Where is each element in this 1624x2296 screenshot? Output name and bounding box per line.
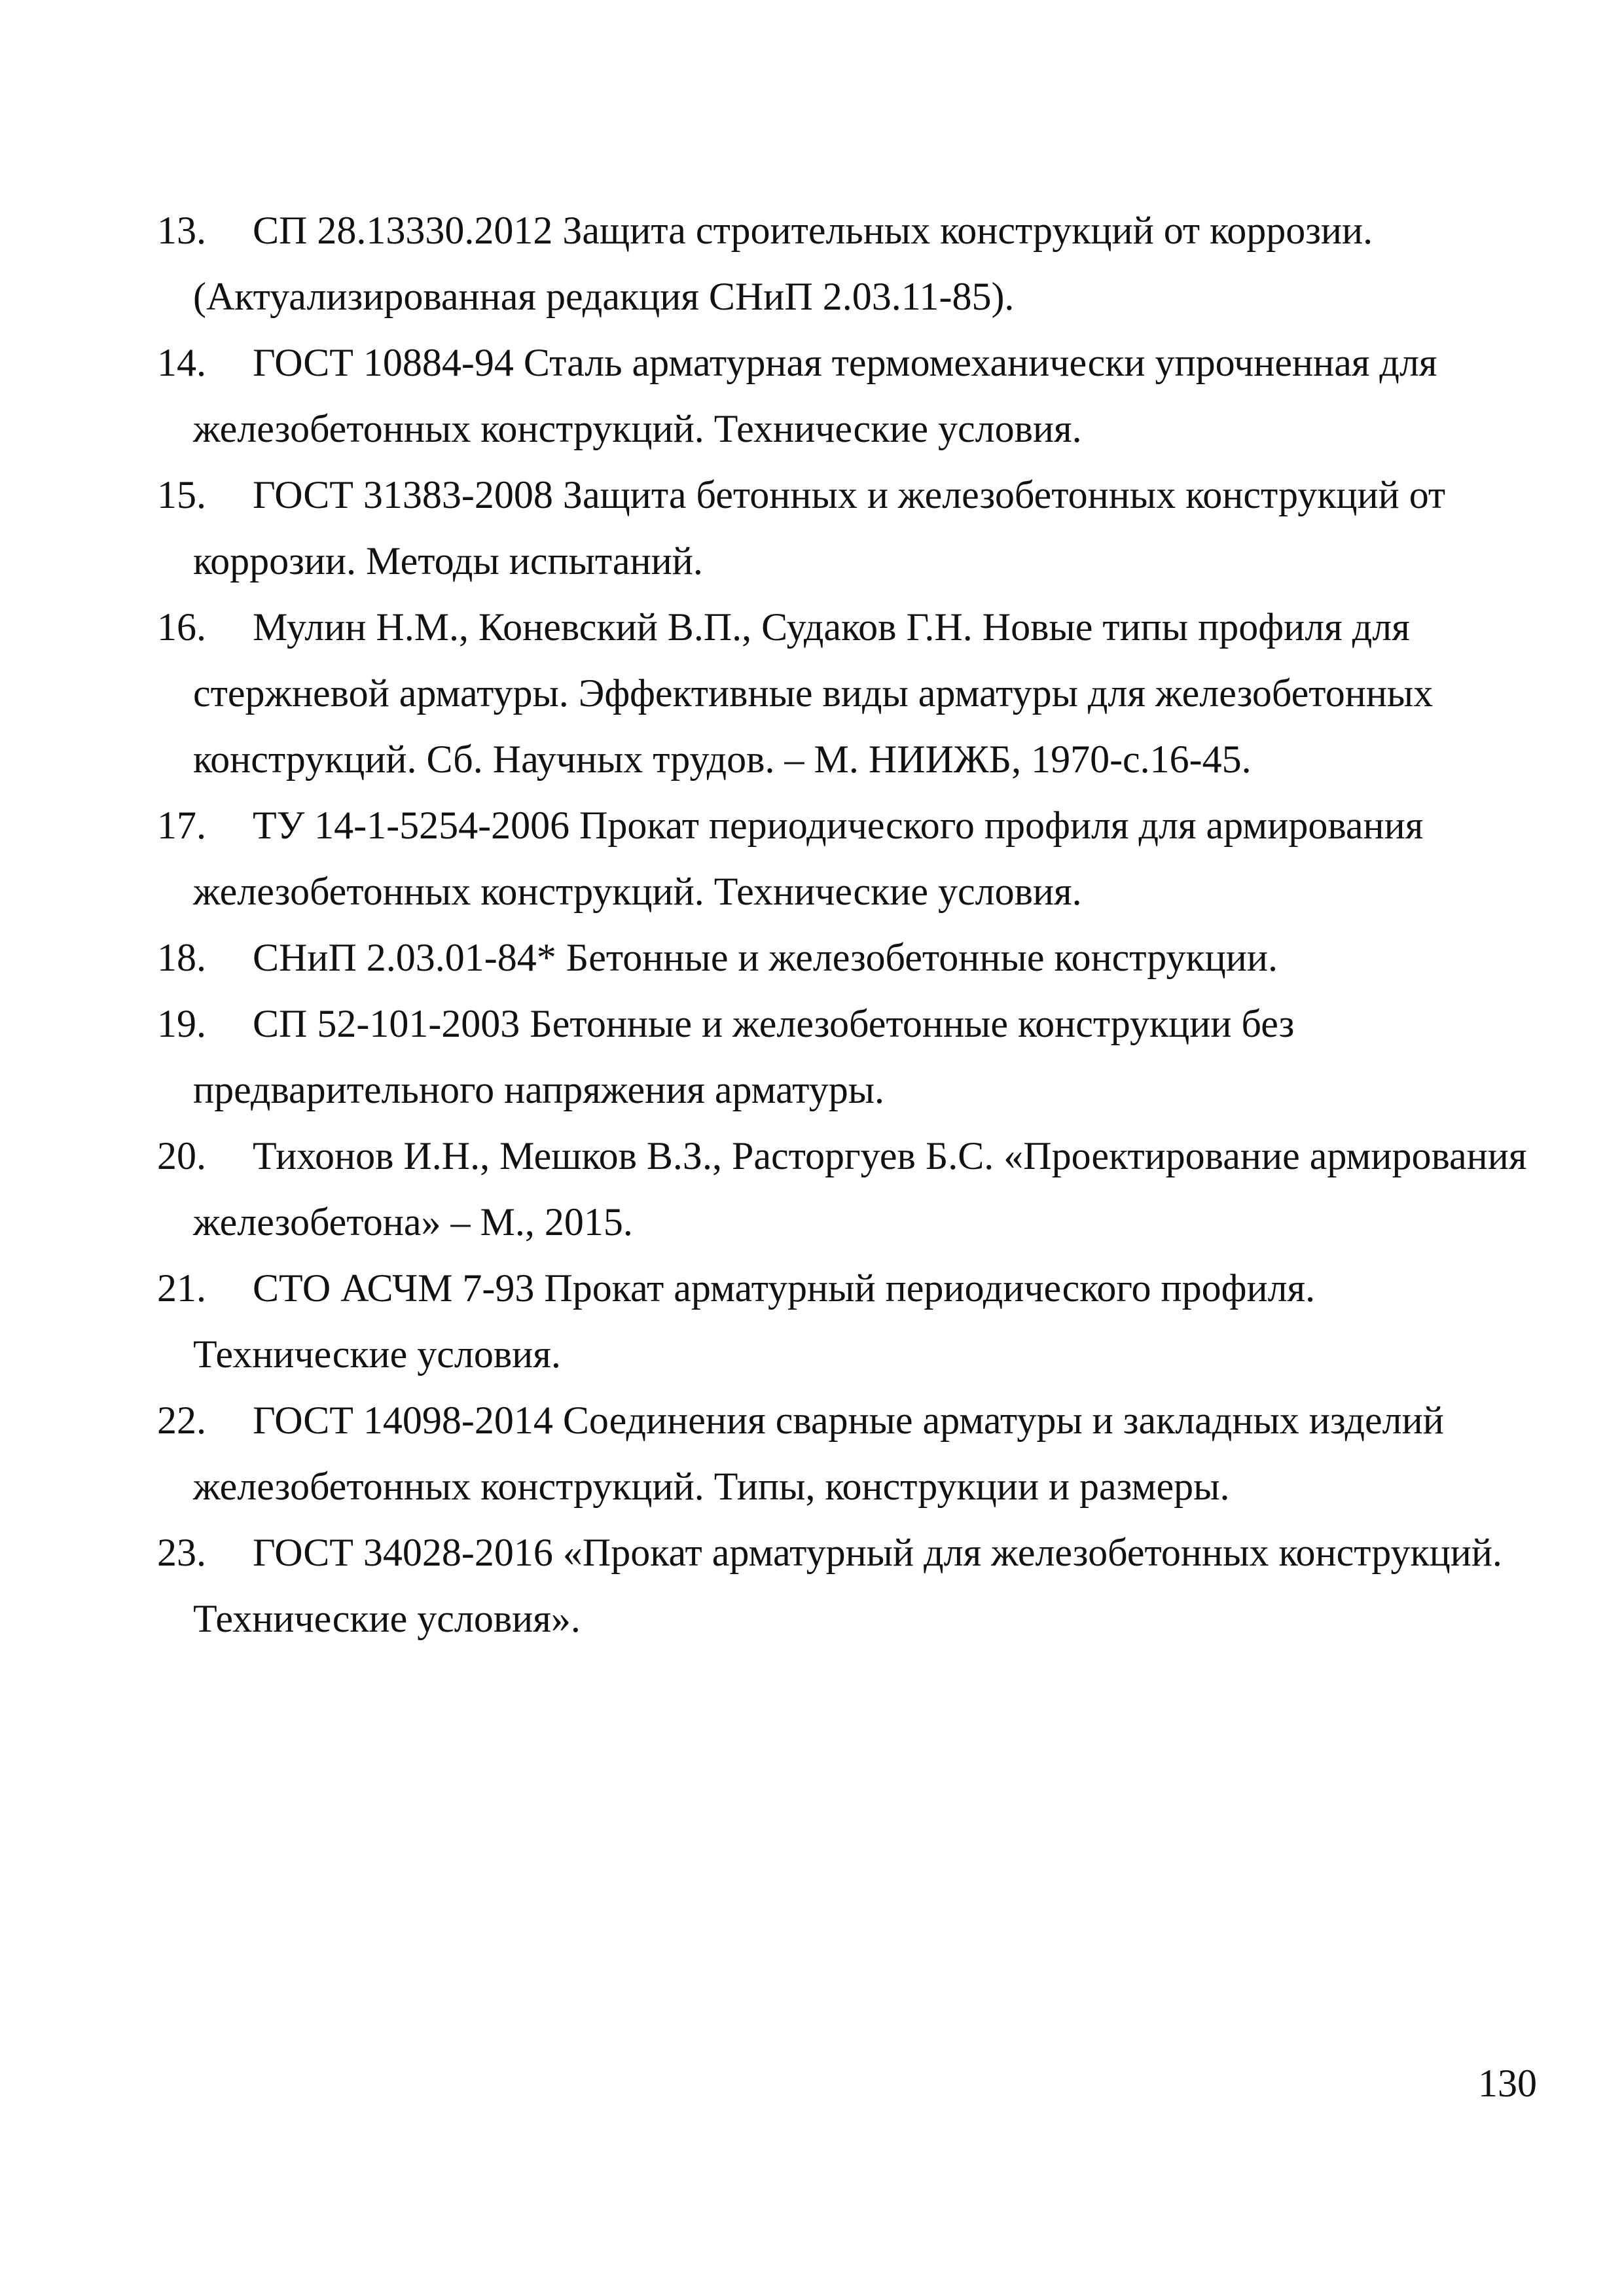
reference-item: [157, 793, 1538, 925]
reference-number: 16.: [157, 605, 206, 649]
reference-item: [157, 1388, 1538, 1520]
reference-text: СП 28.13330.2012 Защита строительных конструкций от коррозии. (Актуализированная редакция СНиП 2.03.11-85).: [193, 209, 1373, 318]
reference-item: [157, 991, 1538, 1123]
reference-number: 15.: [157, 473, 206, 516]
reference-number: 18.: [157, 936, 206, 979]
reference-number: 22.: [157, 1399, 206, 1442]
reference-item: [157, 462, 1538, 594]
reference-number: 20.: [157, 1134, 206, 1177]
reference-number: 23.: [157, 1531, 206, 1574]
reference-item: [157, 1255, 1538, 1388]
reference-text: ТУ 14-1-5254-2006 Прокат периодического профиля для армирования железобетонных конструкций. Технические условия.: [193, 804, 1424, 913]
reference-text: Мулин Н.М., Коневский В.П., Судаков Г.Н. Новые типы профиля для стержневой арматуры. Эффективные виды арматуры для железобетонных конструкций. Сб. Научных трудов. – М. НИИЖБ, 1970-с.16-45.: [193, 605, 1434, 781]
reference-item: [157, 594, 1538, 793]
reference-item: [157, 1123, 1538, 1255]
reference-list: [157, 198, 1538, 1652]
reference-text: Тихонов И.Н., Мешков В.З., Расторгуев Б.С. «Проектирование армирования железобетона» – М., 2015.: [193, 1134, 1527, 1244]
page-number: 130: [1478, 2062, 1537, 2105]
reference-item: [157, 330, 1538, 462]
reference-number: 14.: [157, 341, 206, 384]
reference-text: ГОСТ 34028-2016 «Прокат арматурный для железобетонных конструкций. Технические условия».: [193, 1531, 1502, 1640]
reference-text: ГОСТ 14098-2014 Соединения сварные арматуры и закладных изделий железобетонных конструкций. Типы, конструкции и размеры.: [193, 1399, 1444, 1508]
reference-number: 21.: [157, 1266, 206, 1310]
reference-item: [157, 1520, 1538, 1652]
reference-number: 17.: [157, 804, 206, 847]
reference-number: 19.: [157, 1002, 206, 1045]
reference-text: СТО АСЧМ 7-93 Прокат арматурный периодического профиля. Технические условия.: [193, 1266, 1316, 1376]
reference-text: СП 52-101-2003 Бетонные и железобетонные конструкции без предварительного напряжения арматуры.: [193, 1002, 1295, 1111]
reference-number: 13.: [157, 209, 206, 252]
reference-text: ГОСТ 31383-2008 Защита бетонных и железобетонных конструкций от коррозии. Методы испытаний.: [193, 473, 1446, 583]
reference-item: [157, 198, 1538, 330]
reference-text: СНиП 2.03.01-84* Бетонные и железобетонные конструкции.: [253, 936, 1278, 979]
reference-text: ГОСТ 10884-94 Сталь арматурная термомеханически упрочненная для железобетонных конструкций. Технические условия.: [193, 341, 1437, 450]
reference-item: [157, 925, 1538, 991]
